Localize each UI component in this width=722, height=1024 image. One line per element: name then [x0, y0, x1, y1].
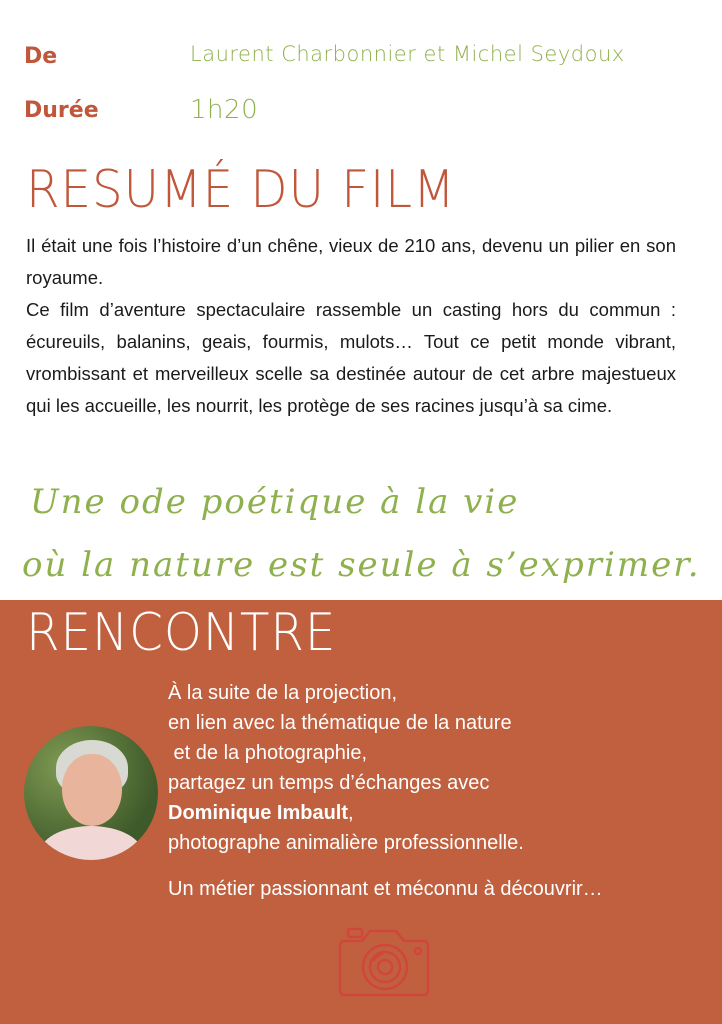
rencontre-closing: Un métier passionnant et méconnu à découvrir…: [168, 878, 603, 900]
rencontre-line-1: À la suite de la projection,: [168, 682, 398, 704]
synopsis-text: [26, 230, 676, 422]
camera-icon: [334, 915, 436, 1005]
director-label: De: [24, 44, 58, 69]
duration-value: 1h20: [190, 95, 259, 125]
avatar-face: [62, 754, 122, 826]
director-value: Laurent Charbonnier et Michel Seydoux: [190, 42, 625, 66]
avatar-shirt: [38, 826, 144, 860]
rencontre-line-2: en lien avec la thématique de la nature: [168, 712, 512, 734]
rencontre-line-4: partagez un temps d’échanges avec: [168, 772, 490, 794]
rencontre-line-6: photographe animalière professionnelle.: [168, 832, 524, 854]
guest-name-line: [168, 798, 708, 828]
guest-avatar: [24, 726, 158, 860]
rencontre-text: [168, 678, 708, 858]
tagline-line-1: Une ode poétique à la vie: [30, 482, 520, 522]
tagline-line-2: où la nature est seule à s’exprimer.: [22, 545, 701, 585]
rencontre-title: RENCONTRE: [26, 603, 337, 663]
synopsis-title: RESUMÉ DU FILM: [26, 160, 456, 220]
rencontre-line-3: et de la photographie,: [168, 742, 368, 764]
synopsis-paragraph-1: Il était une fois l’histoire d’un chêne, vieux de 210 ans, devenu un pilier en son royaume.: [26, 235, 676, 288]
guest-name: Dominique Imbault: [168, 802, 348, 824]
guest-name-suffix: ,: [348, 802, 354, 824]
duration-label: Durée: [24, 98, 99, 123]
synopsis-paragraph-2: Ce film d’aventure spectaculaire rassemble un casting hors du commun : écureuils, balanins, geais, fourmis, mulots… Tout ce petit monde vibrant, vrombissant et merveilleux scelle sa destinée autour de cet arbre majestueux qui les accueille, les nourrit, les protège de ses racines jusqu’à sa cime.: [26, 299, 676, 416]
